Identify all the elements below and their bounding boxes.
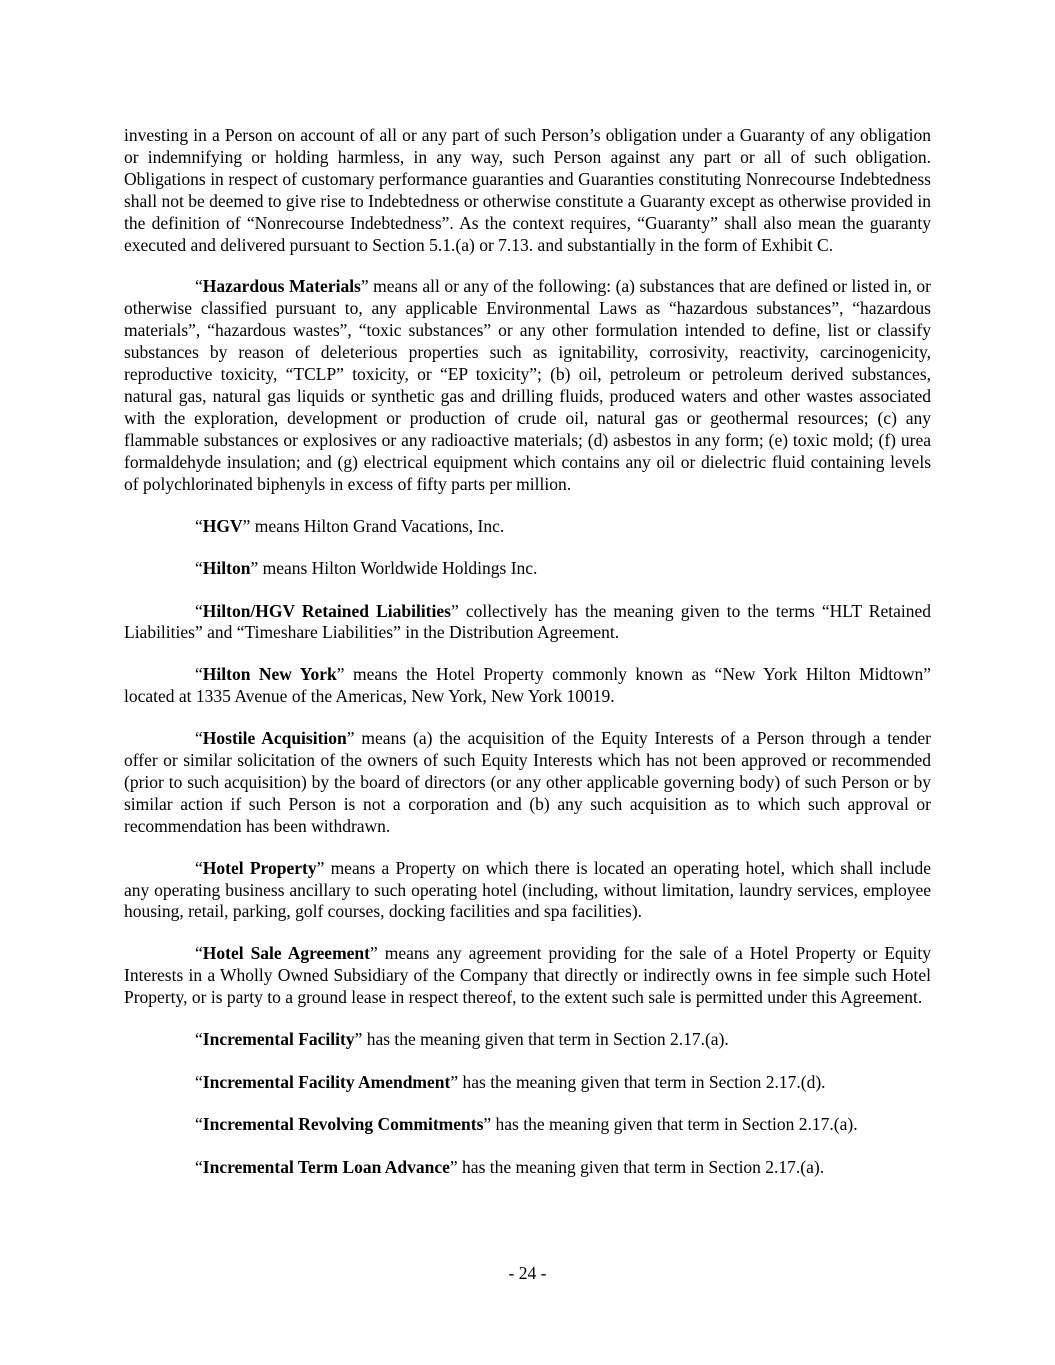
definition-text: ” means all or any of the following: (a) substances that are defined or listed in, or otherwise classified pursuant to, any applicable Environmental Laws as “hazardous substances”, “hazardous materials”, “hazardous wastes”, “toxic substances” or any other formulation intended to define, list or classify substances by reason of deleterious properties such as ignitability, corrosivity, reactivity, carcinogenicity, reproductive toxicity, “TCLP” toxicity, or “EP toxicity”; (b) oil, petroleum or petroleum derived substances, natural gas, natural gas liquids or synthetic gas and drilling fluids, produced waters and other wastes associated with the exploration, development or production of crude oil, natural gas or geothermal resources; (c) any flammable substances or explosives or any radioactive materials; (d) asbestos in any form; (e) toxic mold; (f) urea formaldehyde insulation; and (g) electrical equipment which contains any oil or dielectric fluid containing levels of polychlorinated biphenyls in excess of fifty parts per million. (124, 276, 931, 494)
page-number: - 24 - (508, 1263, 547, 1283)
defined-term: Incremental Term Loan Advance (202, 1156, 450, 1177)
definition-hgv (124, 516, 931, 538)
defined-term: Hilton (202, 558, 251, 578)
definition-hazardous-materials (124, 276, 931, 495)
defined-term: Hilton New York (202, 664, 337, 685)
definition-text: ” has the meaning given that term in Section 2.17.(a). (483, 1114, 858, 1135)
definition-text: ” means any agreement providing for the sale of a Hotel Property or Equity Interests in a Wholly Owned Subsidiary of the Company that directly or indirectly owns in fee simple such Hotel Property, or is party to a ground lease in respect thereof, to the extent such sale is permitted under this Agreement. (124, 943, 932, 1008)
open-quote: “ (195, 1114, 203, 1135)
definition-text: ” means the Hotel Property commonly known as “New York Hilton Midtown” located at 1335 Avenue of the Americas, New York, New York 10019. (124, 664, 931, 707)
definition-text: ” has the meaning given that term in Section 2.17.(a). (354, 1029, 729, 1050)
defined-term: Hilton/HGV Retained Liabilities (202, 600, 451, 621)
definition-hilton (124, 558, 931, 580)
document-body (124, 125, 931, 1199)
defined-term: Hotel Property (202, 857, 317, 878)
open-quote: “ (195, 1156, 203, 1177)
defined-term: Hazardous Materials (202, 276, 361, 297)
defined-term: Incremental Facility Amendment (202, 1071, 451, 1092)
open-quote: “ (195, 664, 203, 685)
definition-incremental-facility-amendment (124, 1072, 931, 1094)
definition-incremental-revolving-commitments (124, 1114, 931, 1136)
definition-text: ” has the meaning given that term in Section 2.17.(d). (450, 1071, 826, 1092)
definition-text: ” means (a) the acquisition of the Equity Interests of a Person through a tender offer or similar solicitation of the owners of such Equity Interests which has not been approved or recommended (prior to such acquisition) by the board of directors (or any other applicable governing body) of such Person or by similar action if such Person is not a corporation and (b) any such acquisition as to which such approval or recommendation has been withdrawn. (124, 728, 932, 836)
open-quote: “ (195, 943, 203, 964)
defined-term: Incremental Revolving Commitments (202, 1114, 484, 1135)
open-quote: “ (195, 600, 203, 621)
defined-term: HGV (202, 515, 243, 536)
open-quote: “ (195, 515, 203, 536)
open-quote: “ (195, 728, 203, 749)
open-quote: “ (195, 857, 203, 878)
defined-term: Hostile Acquisition (202, 728, 347, 749)
defined-term: Incremental Facility (202, 1029, 355, 1050)
definition-text: ” means Hilton Grand Vacations, Inc. (242, 515, 505, 536)
open-quote: “ (195, 1071, 203, 1092)
open-quote: “ (195, 558, 203, 578)
definition-hostile-acquisition (124, 728, 931, 838)
defined-term: Hotel Sale Agreement (202, 943, 370, 964)
definition-hotel-property (124, 858, 931, 924)
definition-incremental-term-loan-advance (124, 1157, 931, 1179)
open-quote: “ (195, 1029, 203, 1050)
open-quote: “ (195, 276, 203, 297)
definition-hilton-new-york (124, 664, 931, 708)
definition-text: ” collectively has the meaning given to the terms “HLT Retained Liabilities” and “Timeshare Liabilities” in the Distribution Agreement. (124, 600, 931, 643)
definition-hotel-sale-agreement (124, 943, 931, 1009)
definition-hilton-hgv-retained-liabilities (124, 601, 931, 645)
paragraph-guaranty-continued (124, 125, 931, 256)
definition-text: ” means Hilton Worldwide Holdings Inc. (250, 558, 538, 578)
definition-incremental-facility (124, 1029, 931, 1051)
definition-text: ” means a Property on which there is located an operating hotel, which shall include any operating business ancillary to such operating hotel (including, without limitation, laundry services, employee housing, retail, parking, golf courses, docking facilities and spa facilities). (124, 857, 932, 922)
paragraph-text: investing in a Person on account of all or any part of such Person’s obligation under a Guaranty of any obligation or indemnifying or holding harmless, in any way, such Person against any part or all of such obligation. Obligations in respect of customary performance guaranties and Guaranties constituting Nonrecourse Indebtedness shall not be deemed to give rise to Indebtedness or otherwise constitute a Guaranty except as otherwise provided in the definition of “Nonrecourse Indebtedness”. As the context requires, “Guaranty” shall also mean the guaranty executed and delivered pursuant to Section 5.1.(a) or 7.13. and substantially in the form of Exhibit C. (124, 125, 931, 255)
definition-text: ” has the meaning given that term in Section 2.17.(a). (449, 1156, 825, 1177)
